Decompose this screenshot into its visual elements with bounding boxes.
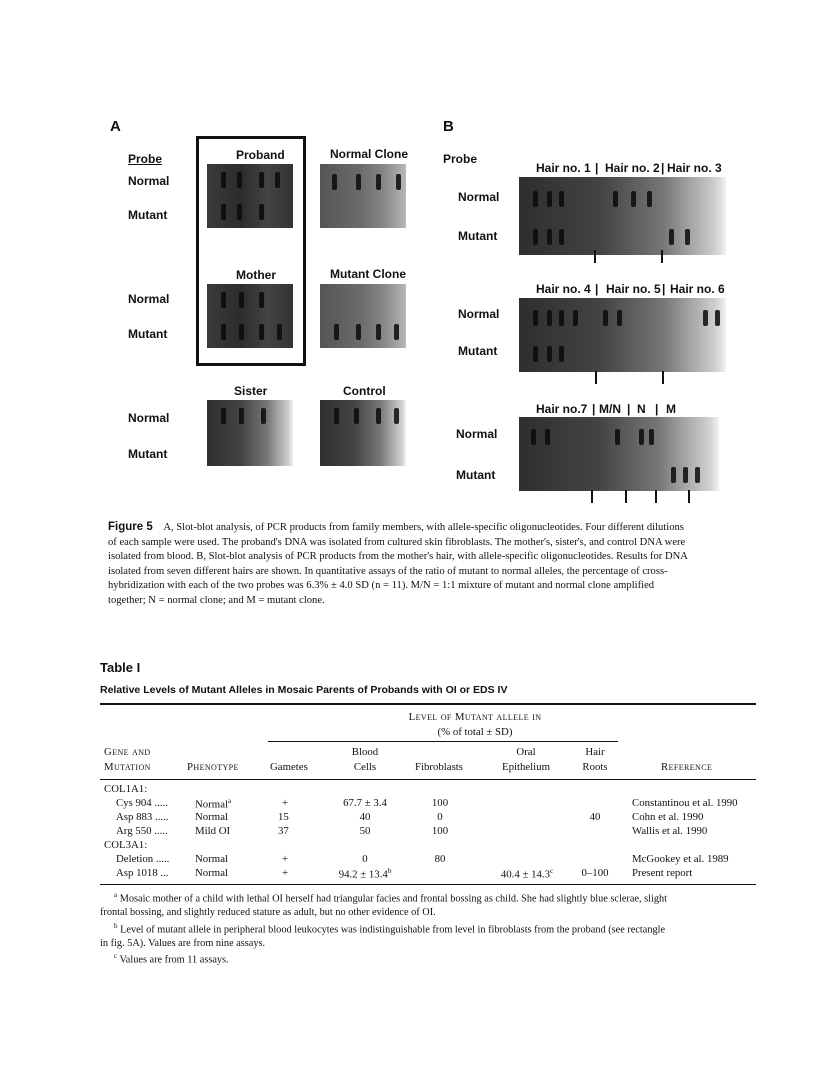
hair-label-1: Hair no. 1 [536,161,591,175]
label-n-normal-clone: N [637,402,646,416]
panel-b-letter: B [443,118,454,135]
footnotes [100,889,756,967]
footnote-b [114,920,756,937]
oral-text: 40.4 ± 14.3 [500,868,550,881]
blot-mutant-clone [320,284,406,348]
col-header-mutation: Mutation [104,761,151,773]
blot-sister [207,400,293,466]
caption-line-2: of each sample were used. The proband's DNA was isolated from cultured skin fibroblasts. The mother's, sister's, and control DNA were [108,536,686,548]
blot-hair-7-controls [519,417,719,491]
phenotype-text: Normal [195,798,228,811]
cell-fibroblasts: 80 [434,853,446,865]
cell-mutation: Asp 883 ..... [116,811,169,823]
footnote-a-mark: a [114,891,118,899]
cell-reference: Wallis et al. 1990 [632,825,708,837]
table-bottom-rule [100,884,756,885]
blood-text: 94.2 ± 13.4 [338,868,388,881]
hair-separator: | [595,282,599,296]
col-header-cells: Cells [353,761,377,773]
lane-tick [688,490,690,503]
hair-label-2: Hair no. 2 [605,161,660,175]
footnote-a-cont: frontal bossing, and slightly reduced stature as adult, but no other evidence of OI. [100,907,436,919]
col-header-hair: Hair [585,746,605,758]
cell-phenotype: Normal [195,811,228,823]
caption-label: Figure 5 [108,521,153,533]
lane-tick [594,250,596,263]
col-header-phenotype: Phenotype [187,761,239,773]
cell-mutation: Deletion ..... [116,853,170,865]
caption-line-4: isolated from seven different hairs are shown. In quantitative assays of the ratio of mutant to normal alleles, the percentage of cross- [108,565,668,577]
label-m-mutant-clone: M [666,402,676,416]
lane-tick [595,371,597,384]
cell-phenotype: Normal [195,867,228,879]
footnote-b-mark: b [114,921,118,930]
cell-reference: Present report [632,867,693,879]
hair-label-5: Hair no. 5 [606,282,661,296]
hair-label-3: Hair no. 3 [667,161,722,175]
cell-blood: 0 [362,853,368,865]
cell-phenotype [195,797,231,811]
caption-line-6: together; N = normal clone; and M = mutant clone. [108,594,325,606]
cell-phenotype: Mild OI [195,825,231,837]
gene-group-col3a1: COL3A1: [104,839,148,851]
panel-a-letter: A [110,118,121,135]
footnote-c-text: Values are from 11 assays. [119,954,229,966]
sample-label-control: Control [343,384,386,398]
table-group-subheader: (% of total ± SD) [437,726,513,738]
cell-gametes: 15 [278,811,289,823]
panel-a-normal-label-3: Normal [128,411,170,425]
cell-hair: 40 [589,811,601,823]
gene-group-col1a1: COL1A1: [104,783,148,795]
panel-a-normal-label-2: Normal [128,292,170,306]
cell-blood [320,867,410,881]
sample-label-normal-clone: Normal Clone [330,147,409,161]
blot-control [320,400,406,466]
cell-blood: 67.7 ± 3.4 [343,797,387,809]
panel-b-normal-label-2: Normal [458,307,500,321]
footnote-a-text: Mosaic mother of a child with lethal OI herself had triangular facies and frontal bossing as child. She had slightly blue sclerae, slight [119,893,667,905]
cell-hair: 0–100 [581,867,609,879]
panel-b-normal-label-3: Normal [456,427,498,441]
hair-separator: | [655,402,659,416]
hair-label-4: Hair no. 4 [536,282,591,296]
blot-hair-4-6 [519,298,726,372]
blot-mother [207,284,293,348]
hair-separator: | [662,282,666,296]
hair-separator: | [627,402,631,416]
cell-phenotype: Normal [195,853,228,865]
cell-reference: McGookey et al. 1989 [632,853,729,865]
cell-reference: Cohn et al. 1990 [632,811,704,823]
caption-line-1 [108,520,756,536]
cell-gametes: + [282,797,289,809]
table-title: Relative Levels of Mutant Alleles in Mosaic Parents of Probands with OI or EDS IV [100,684,508,696]
lane-tick [625,490,627,503]
panel-b-mutant-label-3: Mutant [456,468,496,482]
panel-b-normal-label-1: Normal [458,190,500,204]
footnote-c-mark: c [114,952,118,961]
table-header-rule [100,779,756,780]
cell-gametes: + [282,867,289,879]
col-header-blood: Blood [351,746,379,758]
cell-gametes: 37 [278,825,289,837]
table-group-rule [268,741,618,742]
footnote-marker: a [227,797,232,805]
col-header-gametes: Gametes [270,761,308,773]
cell-reference: Constantinou et al. 1990 [632,797,738,809]
sample-label-mutant-clone: Mutant Clone [330,267,406,281]
footnote-a [114,889,756,906]
cell-gametes: + [282,853,289,865]
figure-caption [108,520,756,609]
col-header-epithelium: Epithelium [502,761,550,773]
panel-a-mutant-label-3: Mutant [128,447,168,461]
panel-b-mutant-label-2: Mutant [458,344,498,358]
table-group-header: Level of Mutant allele in [408,711,542,723]
cell-mutation: Cys 904 ..... [116,797,168,809]
cell-oral [482,867,572,881]
cell-blood: 40 [359,811,371,823]
footnote-marker: c [550,867,554,875]
blot-hair-1-3 [519,177,726,255]
panel-a-normal-label-1: Normal [128,174,170,188]
col-header-reference: Reference [661,761,713,773]
footnote-b-cont: in fig. 5A). Values are from nine assays. [100,937,266,949]
cell-fibroblasts: 100 [431,797,449,809]
panel-a-mutant-label-1: Mutant [128,208,168,222]
panel-a-probe-label: Probe [128,152,163,166]
col-header-gene: Gene and [104,746,151,758]
panel-b-mutant-label-1: Mutant [458,229,498,243]
cell-fibroblasts: 100 [431,825,449,837]
footnote-b-text: Level of mutant allele in peripheral blood leukocytes was indistinguishable from level in fibroblasts from the proband (see rectangle [120,924,666,936]
footnote-c [114,950,756,967]
lane-tick [662,371,664,384]
table-label: Table I [100,660,141,675]
label-mn-mixture: M/N [599,402,621,416]
cell-mutation: Arg 550 ..... [116,825,168,837]
blot-proband [207,164,293,228]
lane-tick [661,250,663,263]
sample-label-proband: Proband [236,148,285,162]
sample-label-mother: Mother [236,268,276,282]
lane-tick [655,490,657,503]
blot-normal-clone [320,164,406,228]
caption-line-3: isolated from blood. B, Slot-blot analysis of PCR products from the mother's hair, with allele-specific oligonucleotides. Results for DNA [108,551,688,563]
footnote-marker: b [387,867,392,875]
caption-text: A, Slot-blot analysis, of PCR products from family members, with allele-specific oligonucleotides. Four different dilutions [163,522,684,533]
lane-tick [591,490,593,503]
panel-a-mutant-label-2: Mutant [128,327,168,341]
panel-b-probe-label: Probe [443,152,478,166]
caption-line-5: hybridization with each of the two probes was 6.3% ± 4.0 SD (n = 11). M/N = 1:1 mixture of mutant and normal clone amplified [108,580,655,592]
hair-label-6: Hair no. 6 [670,282,725,296]
hair-separator: | [595,161,599,175]
col-header-fibroblasts: Fibroblasts [415,761,463,773]
col-header-oral: Oral [516,746,536,758]
cell-mutation: Asp 1018 ... [116,867,169,879]
cell-fibroblasts: 0 [437,811,443,823]
sample-label-sister: Sister [234,384,268,398]
col-header-roots: Roots [582,761,608,773]
hair-separator: | [661,161,665,175]
table-top-rule [100,703,756,705]
hair-label-7: Hair no.7 [536,402,588,416]
hair-separator: | [592,402,596,416]
cell-blood: 50 [359,825,371,837]
